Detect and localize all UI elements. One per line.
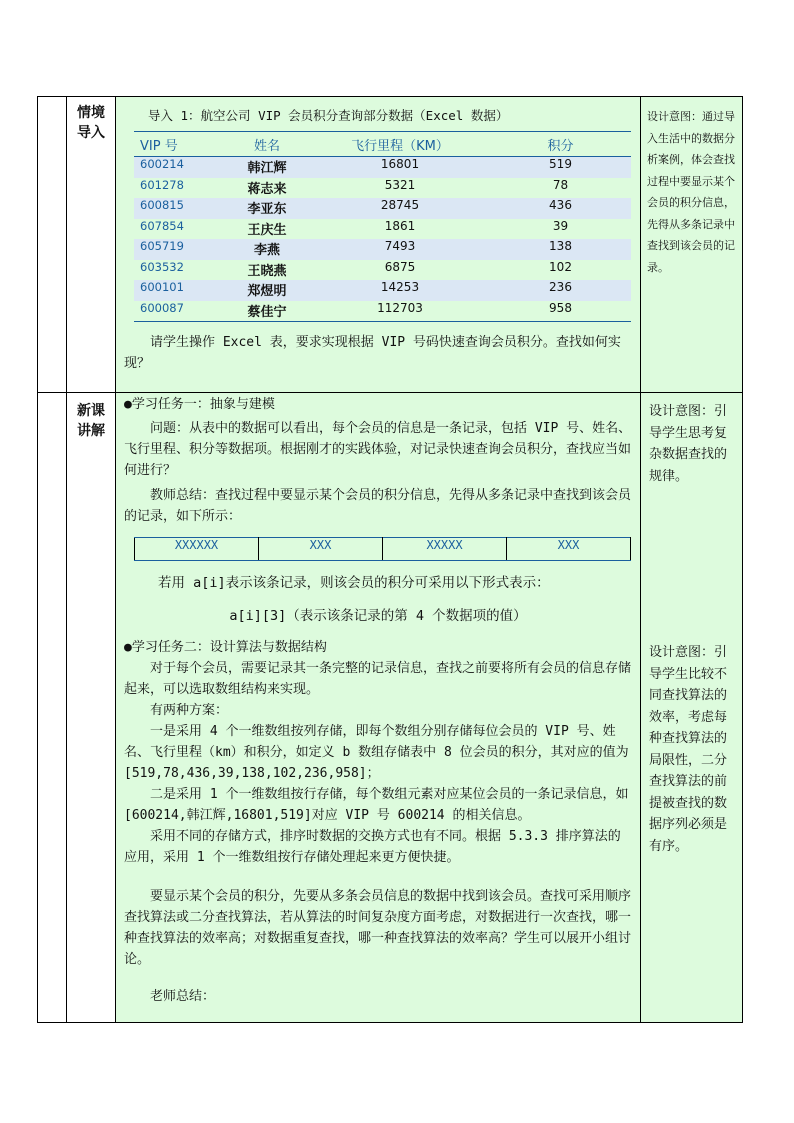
header-name: 姓名 [224,132,310,157]
vip-cell: 600815 [134,198,224,219]
task2-p7: 老师总结： [150,989,216,1004]
table-row [134,219,631,240]
name-cell: 李亚东 [224,198,310,219]
points-cell: 39 [552,218,569,233]
task2-title: ●学习任务二：设计算法与数据结构 [124,640,327,655]
mileage-cell: 1861 [384,218,416,233]
intro-question: 请学生操作 Excel 表，要求实现根据 VIP 号码快速查询会员积分。查找如何实现？ [124,335,621,371]
task2-p1: 对于每个会员，需要记录其一条完整的记录信息，查找之前要将所有会员的信息存储起来，可以选取数组结构来实现。 [124,661,632,697]
blank-cell [38,97,67,393]
name-cell: 蔡佳宁 [224,301,310,322]
lesson-design-note-2: 设计意图：引导学生比较不同查找算法的效率，考虑每种查找算法的局限性，二分查找算法的前提被查找的数据序列必须是有序。 [649,645,728,854]
table-row [134,301,631,322]
task2-p4: 二是采用 1 个一维数组按行存储，每个数组元素对应某位会员的一条记录信息，如[600214,韩江辉,16801,519]对应 VIP 号 600214 的相关信息。 [124,787,629,823]
vip-table-header [134,132,631,157]
vip-cell: 600087 [134,301,224,322]
mileage-cell: 28745 [310,198,490,219]
points-cell: 102 [549,259,572,274]
lesson-note-cell [641,393,743,1023]
table-row [134,178,631,199]
record-field: XXXXX [383,538,507,561]
intro-label-cell [67,97,116,393]
table-row [134,280,631,301]
intro-label [67,97,115,143]
intro-note-cell [641,97,743,393]
intro-content-cell [116,97,641,393]
table-row [134,239,631,260]
mileage-cell: 112703 [310,301,490,322]
record-format-table [134,537,631,561]
name-cell: 李燕 [224,239,310,260]
record-expr: a[i][3]（表示该条记录的第 4 个数据项的值） [229,608,527,624]
task1-problem: 问题：从表中的数据可以看出，每个会员的信息是一条记录，包括 VIP 号、姓名、飞行里程、积分等数据项。根据刚才的实践体验，对记录快速查询会员积分，查找应当如何进行？ [124,421,632,478]
intro-title: 导入 1：航空公司 VIP 会员积分查询部分数据（Excel 数据） [148,108,509,123]
task2-p5: 采用不同的存储方式，排序时数据的交换方式也有不同。根据 5.3.3 排序算法的应用，采用 1 个一维数组按行存储处理起来更方便快捷。 [124,829,621,865]
name-cell: 王晓燕 [247,263,287,279]
lesson-label [67,393,115,441]
intro-row [38,97,743,393]
points-cell: 958 [490,301,631,322]
vip-cell: 601278 [140,177,184,192]
task1-summary: 教师总结：查找过程中要显示某个会员的积分信息，先得从多条记录中查找到该会员的记录，如下所示： [124,488,632,524]
table-row [134,157,631,178]
task2-p3: 一是采用 4 个一维数组按列存储，即每个数组分别存储每位会员的 VIP 号、姓名、飞行里程（km）和积分，如定义 b 数组存储表中 8 位会员的积分，其对应的值为[519,78,436,39,138,102,236,958]； [124,724,629,781]
header-mileage: 飞行里程（KM） [310,132,490,157]
record-format-row [135,538,631,561]
name-cell: 蒋志来 [247,181,287,197]
header-points: 积分 [490,132,631,157]
record-field: XXX [259,538,383,561]
record-field: XXXXXX [135,538,259,561]
table-row [134,198,631,219]
vip-cell: 605719 [134,239,224,260]
mileage-cell: 5321 [384,177,416,192]
vip-cell: 600214 [134,157,224,178]
vip-cell: 603532 [140,259,184,274]
vip-table [134,131,631,322]
mileage-cell: 16801 [310,157,490,178]
name-cell: 郑煜明 [224,280,310,301]
lesson-content-cell [116,393,641,1023]
record-field: XXX [507,538,631,561]
lesson-label-line2: 讲解 [77,423,105,439]
lesson-label-line1: 新课 [77,403,105,419]
task2-p6: 要显示某个会员的积分，先要从多条会员信息的数据中找到该会员。查找可采用顺序查找算法或二分查找算法，若从算法的时间复杂度方面考虑，对数据进行一次查找，哪一种查找算法的效率高；对数据重复查找，哪一种查找算法的效率高？学生可以展开小组讨论。 [124,889,632,967]
name-cell: 王庆生 [247,222,287,238]
record-expr-intro: 若用 a[i]表示该条记录，则该会员的积分可采用以下形式表示： [158,575,550,591]
vip-cell: 607854 [140,218,184,233]
intro-label-line2: 导入 [77,125,105,141]
blank-cell [38,393,67,1023]
mileage-cell: 14253 [310,280,490,301]
task2-p2: 有两种方案： [150,703,229,718]
vip-cell: 600101 [134,280,224,301]
lesson-plan-table [37,96,743,1023]
points-cell: 236 [490,280,631,301]
points-cell: 78 [552,177,569,192]
lesson-design-note-1: 设计意图：引导学生思考复杂数据查找的规律。 [649,404,728,484]
task1-title: ●学习任务一：抽象与建模 [124,397,275,412]
name-cell: 韩江辉 [224,157,310,178]
points-cell: 519 [490,157,631,178]
mileage-cell: 6875 [384,259,416,274]
header-vip: VIP 号 [134,132,224,157]
lesson-row [38,393,743,1023]
points-cell: 138 [490,239,631,260]
intro-label-line1: 情境 [77,105,105,121]
intro-design-note: 设计意图：通过导入生活中的数据分析案例，体会查找过程中要显示某个会员的积分信息，先得从多条记录中查找到该会员的记录。 [647,110,735,274]
mileage-cell: 7493 [310,239,490,260]
points-cell: 436 [490,198,631,219]
table-row [134,260,631,281]
lesson-label-cell [67,393,116,1023]
